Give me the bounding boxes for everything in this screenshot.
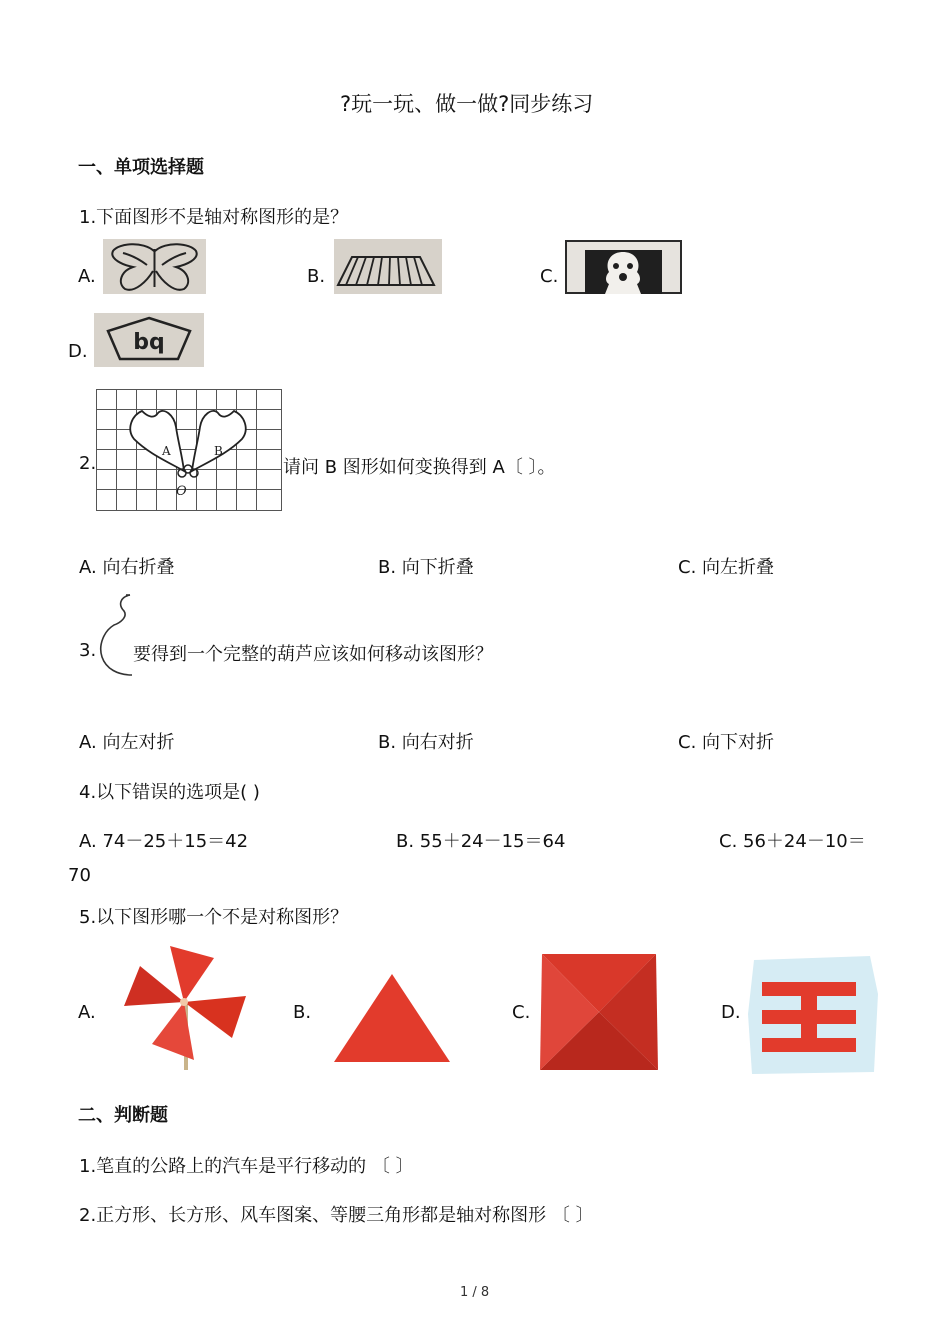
q3-option-a: A. 向左对折 — [79, 732, 175, 753]
q2-number: 2. — [79, 453, 97, 474]
q5-option-d-label: D. — [721, 1002, 741, 1023]
judgement-2-text: 2.正方形、长方形、风车图案、等腰三角形都是轴对称图形 〔 〕 — [79, 1205, 594, 1226]
figure-label-a: A — [162, 444, 171, 458]
judgement-1-text: 1.笔直的公路上的汽车是平行移动的 〔 〕 — [79, 1156, 414, 1177]
skirt-image — [334, 239, 442, 294]
folded-square-image — [536, 950, 662, 1074]
q1-option-d-label: D. — [68, 341, 88, 362]
q5-option-b-label: B. — [293, 1002, 312, 1023]
q1-option-a-label: A. — [78, 266, 96, 287]
figure-label-b: B — [214, 444, 223, 458]
q2-option-c: C. 向左折叠 — [678, 557, 775, 578]
q2-option-a: A. 向右折叠 — [79, 557, 175, 578]
q4-option-c-continued: 70 — [68, 865, 91, 886]
q4-option-a: A. 74－25＋15＝42 — [79, 831, 249, 852]
q4-option-c: C. 56＋24－10＝ — [719, 831, 866, 852]
section-heading-judgement: 二、判断题 — [78, 1105, 168, 1126]
pinwheel-image — [110, 940, 250, 1076]
grid-flower-figure — [96, 389, 282, 511]
question-5-text: 5.以下图形哪一个不是对称图形？ — [79, 907, 349, 928]
page-number: 1 / 8 — [460, 1285, 490, 1300]
section-heading-choice: 一、单项选择题 — [78, 157, 204, 178]
q1-option-b-label: B. — [307, 266, 326, 287]
q4-option-b: B. 55＋24－15＝64 — [396, 831, 566, 852]
half-gourd-figure — [98, 593, 136, 679]
face-image — [565, 240, 682, 294]
q3-number: 3. — [79, 640, 97, 661]
figure-label-o: O — [176, 484, 187, 499]
svg-text:bq: bq — [133, 330, 165, 355]
q3-option-c: C. 向下对折 — [678, 732, 775, 753]
question-3-text: 要得到一个完整的葫芦应该如何移动该图形？ — [133, 644, 493, 665]
q5-option-a-label: A. — [78, 1002, 96, 1023]
q5-option-c-label: C. — [512, 1002, 531, 1023]
triangle-image — [330, 970, 454, 1066]
q3-option-b: B. 向右对折 — [378, 732, 474, 753]
butterfly-image — [103, 239, 206, 294]
wang-character-image — [746, 954, 880, 1076]
q1-option-c-label: C. — [540, 266, 559, 287]
q2-option-b: B. 向下折叠 — [378, 557, 474, 578]
page-title: ?玩一玩、做一做?同步练习 — [340, 92, 594, 116]
question-2-text: 请问 B 图形如何变换得到 A〔 〕。 — [283, 457, 556, 478]
question-1-text: 1.下面图形不是轴对称图形的是？ — [79, 207, 349, 228]
question-4-text: 4.以下错误的选项是( ) — [79, 782, 260, 803]
pentagon-bq-image — [94, 313, 204, 367]
